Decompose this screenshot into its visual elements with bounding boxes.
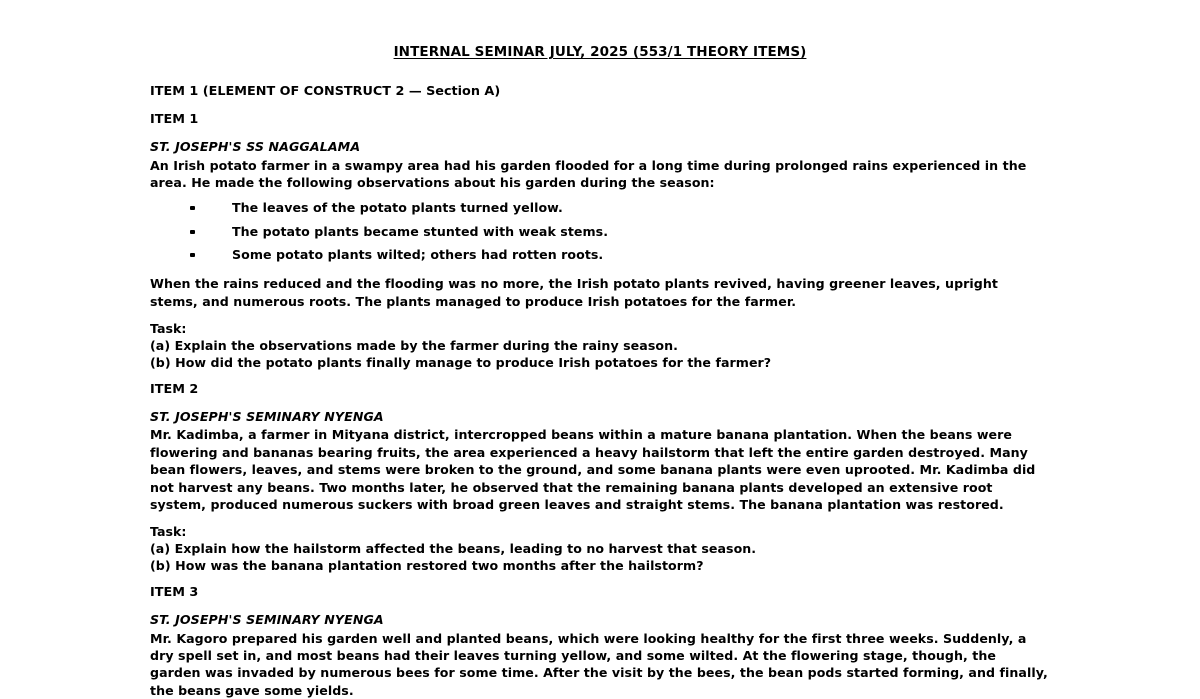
task-a-1: (a) Explain the observations made by the farmer during the rainy season. [150, 338, 678, 354]
observation-text: Some potato plants wilted; others had rotten roots. [232, 246, 604, 262]
task-b-2: (b) How was the banana plantation restored two months after the hailstorm? [150, 558, 704, 574]
observation-list-1 [150, 200, 1050, 263]
list-item [150, 224, 1050, 240]
task-block-2 [150, 523, 1050, 574]
bullet-icon [190, 206, 195, 210]
task-block-1 [150, 320, 1050, 371]
item-block-1 [150, 112, 1050, 371]
observation-text: The potato plants became stunted with weak stems. [232, 223, 609, 239]
section-heading: ITEM 1 (ELEMENT OF CONSTRUCT 2 — Section A) [150, 84, 501, 100]
task-a-2: (a) Explain how the hailstorm affected the beans, leading to no harvest that season. [150, 541, 757, 557]
task-label-2: Task: [150, 524, 187, 540]
item-closing-1: When the rains reduced and the flooding was no more, the Irish potato plants revived, having greener leaves, upright stems, and numerous roots. The plants managed to produce Irish potatoes for the farmer. [150, 276, 998, 309]
item-heading-3: ITEM 3 [150, 585, 199, 601]
item-heading-2: ITEM 2 [150, 382, 199, 398]
item-intro-2: Mr. Kadimba, a farmer in Mityana district, intercropped beans within a mature banana plantation. When the beans were flowering and bananas bearing fruits, the area experienced a heavy hailstorm that left the entire garden destroyed. Many bean flowers, leaves, and stems were broken to the ground, and some banana plants were even uprooted. Mr. Kadimba did not harvest any beans. Two months later, he observed that the remaining banana plants developed an extensive root system, produced numerous suckers with broad green leaves and straight stems. The banana plantation was restored. [150, 427, 1036, 512]
item-intro-3: Mr. Kagoro prepared his garden well and planted beans, which were looking healthy for the first three weeks. Suddenly, a dry spell set in, and most beans had their leaves turning yellow, and some wilted. At the flowering stage, though, the garden was invaded by numerous bees for some time. After the visit by the bees, the bean pods started forming, and finally, the beans gave some yields. [150, 630, 1048, 698]
item-heading-1: ITEM 1 [150, 112, 199, 128]
school-name-3: ST. JOSEPH'S SEMINARY NYENGA [150, 612, 384, 628]
document-title: INTERNAL SEMINAR JULY, 2025 (553/1 THEORY ITEMS) [393, 44, 807, 60]
observation-text: The leaves of the potato plants turned yellow. [232, 200, 563, 216]
school-name-2: ST. JOSEPH'S SEMINARY NYENGA [150, 409, 384, 425]
school-name-1: ST. JOSEPH'S SS NAGGALAMA [150, 139, 361, 155]
task-label-1: Task: [150, 321, 187, 337]
list-item [150, 200, 1050, 216]
item-block-3 [150, 585, 1050, 699]
bullet-icon [190, 230, 195, 234]
item-intro-1: An Irish potato farmer in a swampy area had his garden flooded for a long time during prolonged rains experienced in the area. He made the following observations about his garden during the season: [150, 157, 1027, 190]
list-item [150, 247, 1050, 263]
bullet-icon [190, 253, 195, 257]
item-block-2 [150, 382, 1050, 574]
task-b-1: (b) How did the potato plants finally manage to produce Irish potatoes for the farmer? [150, 355, 772, 371]
